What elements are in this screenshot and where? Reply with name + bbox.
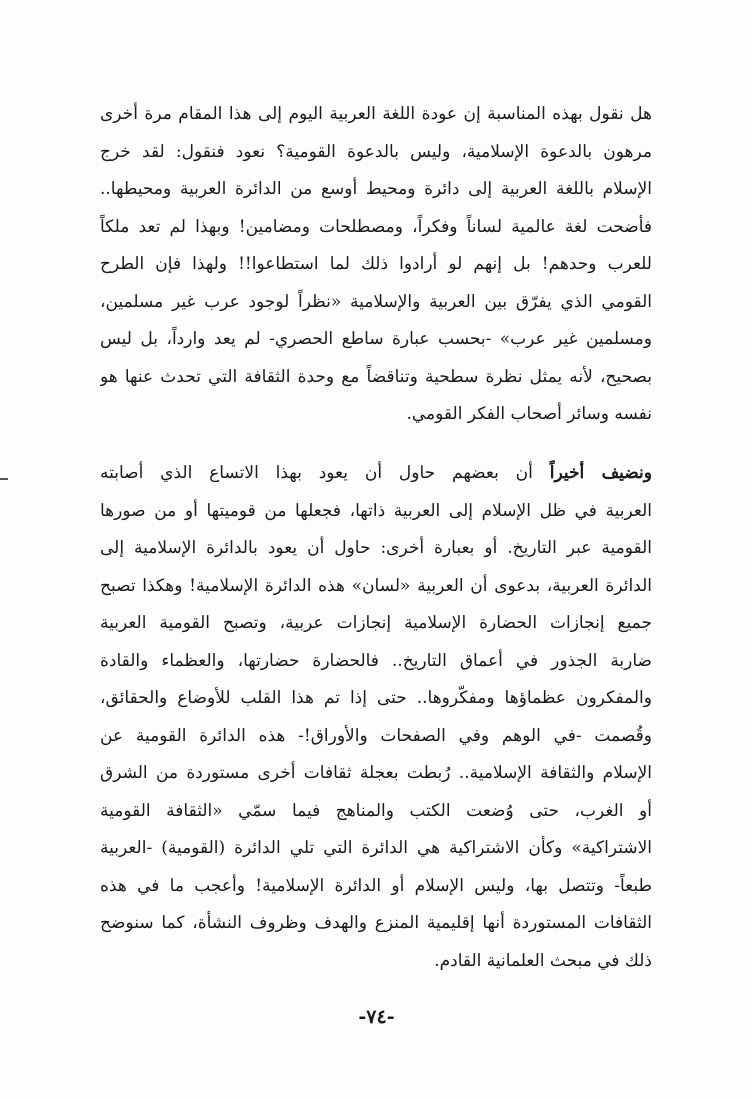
paragraph-line: القومي الذي يفرّق بين العربية والإسلامية «نظراً لوجود عرب غير مسلمين، — [100, 291, 652, 312]
paragraph-line: الإسلام والثقافة الإسلامية.. رُبطت بعجلة ثقافات أخرى مستوردة من الشرق — [100, 763, 652, 783]
paragraph-line: العربية في ظل الإسلام إلى العربية ذاتها، فجعلها من قوميتها أو من صورها — [100, 500, 652, 521]
paragraph-line: ضاربة الجذور في أعماق التاريخ.. فالحضارة حضارتها، والعظماء والقادة — [100, 650, 652, 671]
paragraph-line: نفسه وسائر أصحاب الفكر القومي. — [406, 404, 652, 424]
paragraph-first-line — [100, 455, 652, 493]
paragraph-first-line-text: أن بعضهم حاول أن يعود بهذا الاتساع الذي أصابته — [100, 463, 550, 483]
margin-mark — [0, 478, 8, 480]
paragraph-line: ومسلمين غير عرب» -بحسب عبارة ساطع الحصري- لم يعد وارداً، بل ليس — [100, 329, 652, 349]
paragraph-line: مرهون بالدعوة الإسلامية، وليس بالدعوة القومية؟ نعود فنقول: لقد خرج — [100, 141, 652, 162]
paragraph-line: للعرب وحدهم! بل إنهم لو أرادوا ذلك لما استطاعوا!! ولهذا فإن الطرح — [100, 254, 652, 274]
paragraph-line: طبعاً- وتتصل بها، وليس الإسلام أو الدائرة الإسلامية! وأعجب ما في هذه — [100, 875, 652, 896]
paragraph-lead: ونضيف أخيراً — [549, 463, 652, 483]
paragraph-line: هل نقول بهذه المناسبة إن عودة اللغة العربية اليوم إلى هذا المقام مرة أخرى — [100, 104, 652, 124]
paragraph-line: الدائرة العربية، بدعوى أن العربية «لسان» هذه الدائرة الإسلامية! وهكذا تصبح — [100, 575, 652, 596]
paragraph-line: وقُصمت -في الوهم وفي الصفحات والأوراق!- هذه الدائرة القومية عن — [100, 725, 652, 746]
paragraph-line: الإسلام باللغة العربية إلى دائرة ومحيط أوسع من الدائرة العربية ومحيطها.. — [100, 179, 652, 199]
paragraph-line: الاشتراكية» وكأن الاشتراكية هي الدائرة التي تلي الدائرة (القومية) -العربية — [100, 838, 652, 858]
page-number: -٧٤- — [358, 1006, 395, 1028]
paragraph-2 — [100, 455, 652, 980]
paragraph-line: بصحيح، لأنه يمثل نظرة سطحية وتناقضاً مع وحدة الثقافة التي تحدث عنها هو — [100, 366, 652, 387]
paragraph-line: الثقافات المستوردة أنها إقليمية المنزع والهدف وظروف النشأة، كما سنوضح — [100, 913, 652, 933]
paragraph-line: فأضحت لغة عالمية لساناً وفكراً، ومصطلحات ومضامين! وبهذا لم تعد ملكاً — [100, 216, 652, 237]
paragraph-1 — [100, 96, 652, 434]
paragraph-line: أو الغرب، حتى وُضعت الكتب والمناهج فيما سمّي «الثقافة القومية — [100, 800, 652, 821]
paragraph-line: والمفكرون عظماؤها ومفكّروها.. حتى إذا تم هذا القلب للأوضاع والحقائق، — [100, 688, 652, 708]
paragraph-line: جميع إنجازات الحضارة الإسلامية إنجازات عربية، وتصبح القومية العربية — [100, 613, 652, 633]
paragraph-line: القومية عبر التاريخ. أو بعبارة أخرى: حاول أن يعود بالدائرة الإسلامية إلى — [100, 538, 652, 558]
paragraph-line: ذلك في مبحث العلمانية القادم. — [434, 950, 652, 971]
